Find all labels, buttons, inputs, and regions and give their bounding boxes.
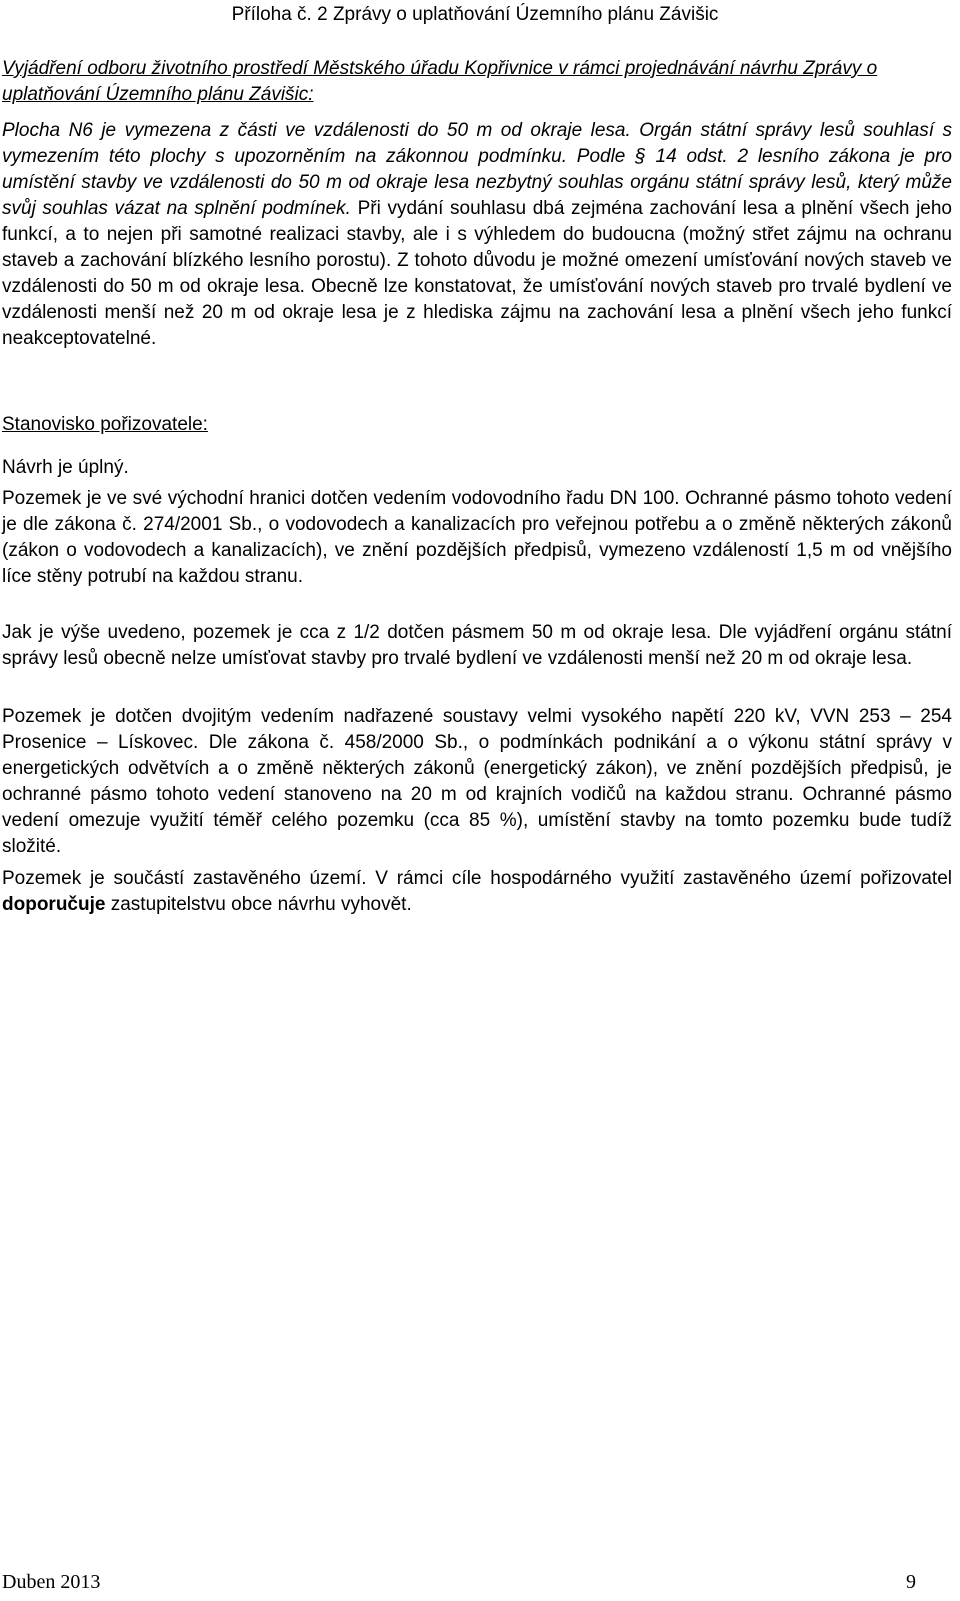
section-heading-statement: Vyjádření odboru životního prostředí Městského úřadu Kopřivnice v rámci projednávání návrhu Zprávy o uplatňování Územního plánu Závišic: [2,58,878,105]
recommendation-keyword: doporučuje [2,894,106,915]
statement-plain-text: Při vydání souhlasu dbá zejména zachování lesa a plnění všech jeho funkcí, a to nejen při samotné realizaci stavby, ale i s výhledem do budoucna (možný střet zájmu na ochranu staveb a zachování blízkého lesního porostu). Z tohoto důvodu je možné omezení umísťování nových staveb ve vzdálenosti do 50 m od okraje lesa. Obecně lze konstatovat, že umísťování nových staveb pro trvalé bydlení ve vzdálenosti menší než 20 m od okraje lesa je z hlediska zájmu na zachování lesa a plnění všech jeho funkcí neakceptovatelné. [2,198,952,349]
recommendation-text-start: Pozemek je součástí zastavěného území. V rámci cíle hospodárného využití zastavěného území pořizovatel [2,868,952,889]
statement-body [2,118,952,352]
footer-date: Duben 2013 [2,1571,101,1593]
recommendation-text-end: zastupitelstvu obce návrhu vyhovět. [105,894,412,915]
opinion-paragraph-1: Návrh je úplný. [2,457,129,478]
footer-page-number: 9 [906,1571,916,1593]
opinion-paragraph-3: Jak je výše uvedeno, pozemek je cca z 1/2 dotčen pásmem 50 m od okraje lesa. Dle vyjádření orgánu státní správy lesů obecně nelze umísťovat stavby pro trvalé bydlení ve vzdálenosti menší než 20 m od okraje lesa. [2,622,952,669]
opinion-paragraph-4: Pozemek je dotčen dvojitým vedením nadřazené soustavy velmi vysokého napětí 220 kV, VVN 253 – 254 Prosenice – Lískovec. Dle zákona č. 458/2000 Sb., o podmínkách podnikání a o výkonu státní správy v energetických odvětvích a o změně některých zákonů (energetický zákon), ve znění pozdějších předpisů, je ochranné pásmo tohoto vedení stanoveno na 20 m od krajních vodičů na každou stranu. Ochranné pásmo vedení omezuje využití téměř celého pozemku (cca 85 %), umístění stavby na tomto pozemku bude tudíž složité. [2,706,952,857]
page-header: Příloha č. 2 Zprávy o uplatňování Územního plánu Závišic [231,4,719,25]
section-heading-opinion: Stanovisko pořizovatele: [2,414,208,435]
opinion-paragraph-2: Pozemek je ve své východní hranici dotčen vedením vodovodního řadu DN 100. Ochranné pásmo tohoto vedení je dle zákona č. 274/2001 Sb., o vodovodech a kanalizacích pro veřejnou potřebu a o změně některých zákonů (zákon o vodovodech a kanalizacích), ve znění pozdějších předpisů, vymezeno vzdáleností 1,5 m od vnějšího líce stěny potrubí na každou stranu. [2,488,952,587]
opinion-paragraph-5 [2,866,952,918]
statement-italic-text: Plocha N6 je vymezena z části ve vzdálenosti do 50 m od okraje lesa. Orgán státní správy lesů souhlasí s vymezením této plochy s upozorněním na zákonnou podmínku. Podle § 14 odst. 2 lesního zákona je pro umístění stavby ve vzdálenosti do 50 m od okraje lesa nezbytný souhlas orgánu státní správy lesů, který může svůj souhlas vázat na splnění podmínek. [2,120,952,219]
